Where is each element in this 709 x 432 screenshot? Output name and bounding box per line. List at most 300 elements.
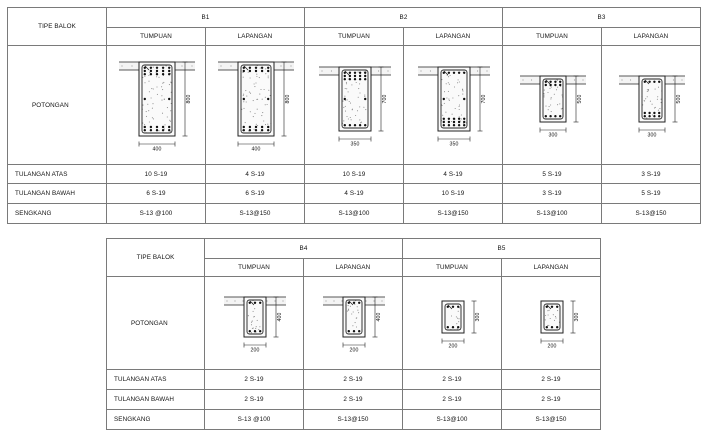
concrete-speckle xyxy=(644,100,645,101)
concrete-speckle xyxy=(253,311,254,312)
concrete-speckle xyxy=(658,87,659,88)
concrete-speckle xyxy=(254,316,255,317)
rebar-dot xyxy=(255,126,257,128)
concrete-speckle xyxy=(253,116,254,117)
beam-section-drawing xyxy=(206,46,305,164)
section-cell-b3-tumpuan xyxy=(503,46,602,165)
side-rebar-dot xyxy=(168,98,170,100)
concrete-speckle xyxy=(551,111,552,112)
rebar-dot xyxy=(267,126,269,128)
concrete-speckle xyxy=(263,120,264,121)
rebar-dot xyxy=(549,81,551,83)
side-rebar-dot xyxy=(243,98,245,100)
concrete-speckle xyxy=(152,117,153,118)
slab-hatch-dot xyxy=(421,71,422,72)
height-dimension-label: 800 xyxy=(285,94,291,104)
concrete-speckle xyxy=(645,98,646,99)
slab-hatch-dot xyxy=(326,301,327,302)
concrete-speckle xyxy=(348,91,349,92)
width-dimension-label: 200 xyxy=(349,347,359,354)
slab-hatch-dot xyxy=(531,80,532,81)
concrete-speckle xyxy=(647,96,648,97)
width-dimension-label: 350 xyxy=(449,141,459,148)
concrete-speckle xyxy=(458,95,459,96)
concrete-speckle xyxy=(548,109,549,110)
concrete-speckle xyxy=(252,321,253,322)
rebar-dot xyxy=(243,126,245,128)
concrete-speckle xyxy=(652,114,653,115)
rebar-dot xyxy=(144,70,146,72)
concrete-speckle xyxy=(659,108,660,109)
rebar-dot xyxy=(658,81,660,83)
concrete-speckle xyxy=(355,115,356,116)
concrete-speckle xyxy=(243,95,244,96)
col-header-b1-lapangan: LAPANGAN xyxy=(206,28,305,46)
rebar-dot xyxy=(545,115,547,117)
concrete-speckle xyxy=(255,328,256,329)
concrete-speckle xyxy=(158,130,159,131)
concrete-speckle xyxy=(458,321,459,322)
cell-b2-tumpuan-bawah: 4 S-19 xyxy=(305,184,404,204)
concrete-speckle xyxy=(345,111,346,112)
concrete-speckle xyxy=(451,121,452,122)
concrete-speckle xyxy=(652,104,653,105)
rebar-dot xyxy=(156,129,158,131)
concrete-speckle xyxy=(458,318,459,319)
concrete-speckle xyxy=(459,109,460,110)
concrete-speckle xyxy=(267,124,268,125)
concrete-speckle xyxy=(346,82,347,83)
concrete-speckle xyxy=(148,75,149,76)
slab-hatch-dot xyxy=(487,71,488,72)
rebar-dot xyxy=(546,306,548,308)
slab-hatch-dot xyxy=(235,301,236,302)
concrete-speckle xyxy=(254,308,255,309)
concrete-speckle xyxy=(547,92,548,93)
rebar-dot xyxy=(448,121,450,123)
concrete-speckle xyxy=(351,84,352,85)
rebar-dot xyxy=(452,306,454,308)
beam-section-drawing xyxy=(403,277,502,369)
rebar-dot xyxy=(559,115,561,117)
slab-hatch-dot xyxy=(382,301,383,302)
cell-b4-lapangan-bawah: 2 S-19 xyxy=(304,390,403,410)
slab-hatch-dot xyxy=(430,71,431,72)
concrete-speckle xyxy=(146,116,147,117)
concrete-speckle xyxy=(146,111,147,112)
rebar-dot xyxy=(249,302,251,304)
rebar-dot xyxy=(150,70,152,72)
concrete-speckle xyxy=(260,89,261,90)
concrete-speckle xyxy=(149,121,150,122)
concrete-speckle xyxy=(459,116,460,117)
concrete-speckle xyxy=(557,310,558,311)
slab-hatch-dot xyxy=(322,71,323,72)
concrete-speckle xyxy=(257,109,258,110)
concrete-speckle xyxy=(445,112,446,113)
rebar-dot xyxy=(644,115,646,117)
concrete-speckle xyxy=(358,312,359,313)
concrete-speckle xyxy=(345,88,346,89)
cell-b4-tumpuan-sengkang: S-13 @100 xyxy=(205,410,304,430)
beam-section-drawing xyxy=(602,46,701,164)
concrete-speckle xyxy=(350,306,351,307)
concrete-speckle xyxy=(152,103,153,104)
height-dimension-label: 300 xyxy=(574,312,580,322)
concrete-speckle xyxy=(166,65,167,66)
rebar-dot xyxy=(144,67,146,69)
rebar-dot xyxy=(457,306,459,308)
slab-hatch-dot xyxy=(267,301,268,302)
cell-b1-tumpuan-bawah: 6 S-19 xyxy=(107,184,206,204)
concrete-speckle xyxy=(348,309,349,310)
concrete-speckle xyxy=(144,124,145,125)
concrete-speckle xyxy=(344,96,345,97)
rebar-dot xyxy=(556,326,558,328)
concrete-speckle xyxy=(462,90,463,91)
rebar-dot xyxy=(349,72,351,74)
concrete-speckle xyxy=(357,310,358,311)
concrete-speckle xyxy=(544,95,545,96)
concrete-speckle xyxy=(148,110,149,111)
height-dimension-label: 400 xyxy=(277,312,283,322)
concrete-speckle xyxy=(551,97,552,98)
slab-hatch-dot xyxy=(221,66,222,67)
rebar-dot xyxy=(255,129,257,131)
slab-hatch-dot xyxy=(374,301,375,302)
concrete-speckle xyxy=(167,107,168,108)
rebar-dot xyxy=(162,70,164,72)
rebar-dot xyxy=(443,124,445,126)
rebar-dot xyxy=(453,118,455,120)
concrete-speckle xyxy=(153,88,154,89)
concrete-speckle xyxy=(265,104,266,105)
col-header-b4-tumpuan: TUMPUAN xyxy=(205,259,304,277)
concrete-speckle xyxy=(359,92,360,93)
rebar-dot xyxy=(156,67,158,69)
concrete-speckle xyxy=(549,88,550,89)
concrete-speckle xyxy=(268,76,269,77)
concrete-speckle xyxy=(364,95,365,96)
rebar-dot xyxy=(354,72,356,74)
rebar-dot xyxy=(452,326,454,328)
rebar-dot xyxy=(364,124,366,126)
beam-section-drawing xyxy=(305,46,404,164)
width-dimension-label: 200 xyxy=(448,343,458,350)
rebar-dot xyxy=(559,84,561,86)
concrete-speckle xyxy=(555,316,556,317)
rebar-dot xyxy=(261,67,263,69)
height-dimension-label: 500 xyxy=(676,94,682,104)
concrete-speckle xyxy=(149,72,150,73)
concrete-speckle xyxy=(260,68,261,69)
height-dimension-label: 700 xyxy=(382,94,388,104)
concrete-speckle xyxy=(357,306,358,307)
concrete-speckle xyxy=(161,95,162,96)
concrete-speckle xyxy=(356,317,357,318)
rebar-dot xyxy=(644,81,646,83)
row-label-potongan: POTONGAN xyxy=(8,46,107,165)
rebar-dot xyxy=(344,124,346,126)
concrete-speckle xyxy=(458,311,459,312)
concrete-speckle xyxy=(350,103,351,104)
rebar-dot xyxy=(549,115,551,117)
row-label-tulangan-atas: TULANGAN ATAS xyxy=(8,165,107,184)
concrete-speckle xyxy=(348,78,349,79)
concrete-speckle xyxy=(265,73,266,74)
slab-hatch-dot xyxy=(243,301,244,302)
concrete-speckle xyxy=(459,81,460,82)
rebar-dot xyxy=(162,126,164,128)
concrete-speckle xyxy=(661,99,662,100)
width-dimension-label: 400 xyxy=(152,146,162,153)
beam-section-drawing xyxy=(107,46,206,164)
concrete-speckle xyxy=(650,101,651,102)
concrete-speckle xyxy=(561,108,562,109)
concrete-speckle xyxy=(356,82,357,83)
rebar-dot xyxy=(458,72,460,74)
rebar-dot xyxy=(559,81,561,83)
rebar-dot xyxy=(443,121,445,123)
rebar-dot xyxy=(162,129,164,131)
cell-b1-lapangan-bawah: 6 S-19 xyxy=(206,184,305,204)
rebar-dot xyxy=(359,75,361,77)
concrete-speckle xyxy=(648,89,649,90)
concrete-speckle xyxy=(661,102,662,103)
concrete-speckle xyxy=(255,82,256,83)
rebar-dot xyxy=(458,118,460,120)
slab-hatch-dot xyxy=(231,66,232,67)
beam-section-drawing xyxy=(502,277,601,369)
slab-hatch-dot xyxy=(331,71,332,72)
concrete-speckle xyxy=(459,106,460,107)
cell-b2-lapangan-bawah: 10 S-19 xyxy=(404,184,503,204)
concrete-speckle xyxy=(162,83,163,84)
cell-b5-tumpuan-atas: 2 S-19 xyxy=(403,370,502,390)
concrete-speckle xyxy=(246,101,247,102)
rebar-dot xyxy=(549,84,551,86)
concrete-speckle xyxy=(262,112,263,113)
concrete-speckle xyxy=(151,97,152,98)
concrete-speckle xyxy=(267,104,268,105)
concrete-speckle xyxy=(364,96,365,97)
concrete-speckle xyxy=(556,89,557,90)
rebar-dot xyxy=(259,302,261,304)
concrete-speckle xyxy=(245,90,246,91)
concrete-speckle xyxy=(545,106,546,107)
slab-hatch-dot xyxy=(388,71,389,72)
concrete-speckle xyxy=(251,332,252,333)
rebar-dot xyxy=(255,70,257,72)
concrete-speckle xyxy=(161,86,162,87)
cell-b2-tumpuan-atas: 10 S-19 xyxy=(305,165,404,184)
concrete-speckle xyxy=(259,326,260,327)
concrete-speckle xyxy=(151,88,152,89)
concrete-speckle xyxy=(363,107,364,108)
concrete-speckle xyxy=(142,105,143,106)
concrete-speckle xyxy=(554,320,555,321)
rebar-dot xyxy=(150,67,152,69)
width-dimension-label: 200 xyxy=(547,343,557,350)
header-tipe-balok: TIPE BALOK xyxy=(8,8,107,46)
rebar-dot xyxy=(359,124,361,126)
rebar-dot xyxy=(243,129,245,131)
side-rebar-dot xyxy=(344,98,346,100)
rebar-dot xyxy=(354,124,356,126)
rebar-dot xyxy=(249,129,251,131)
concrete-speckle xyxy=(348,118,349,119)
col-header-b1-tumpuan: TUMPUAN xyxy=(107,28,206,46)
rebar-dot xyxy=(344,75,346,77)
rebar-dot xyxy=(653,81,655,83)
rebar-dot xyxy=(168,126,170,128)
rebar-dot xyxy=(150,73,152,75)
rebar-dot xyxy=(249,330,251,332)
slab-hatch-dot xyxy=(630,80,631,81)
row-label-sengkang: SENGKANG xyxy=(8,204,107,224)
rebar-dot xyxy=(448,118,450,120)
rebar-dot xyxy=(653,115,655,117)
concrete-speckle xyxy=(648,90,649,91)
rebar-dot xyxy=(267,67,269,69)
rebar-dot xyxy=(457,326,459,328)
concrete-speckle xyxy=(446,83,447,84)
concrete-speckle xyxy=(347,99,348,100)
rebar-dot xyxy=(359,78,361,80)
concrete-speckle xyxy=(256,326,257,327)
concrete-speckle xyxy=(455,108,456,109)
concrete-speckle xyxy=(256,74,257,75)
concrete-speckle xyxy=(352,325,353,326)
rebar-dot xyxy=(443,118,445,120)
group-header-b4: B4 xyxy=(205,239,403,259)
concrete-speckle xyxy=(346,116,347,117)
concrete-speckle xyxy=(264,89,265,90)
col-header-b3-tumpuan: TUMPUAN xyxy=(503,28,602,46)
slab-hatch-dot xyxy=(275,301,276,302)
concrete-speckle xyxy=(548,325,549,326)
beam-outline xyxy=(540,76,566,122)
cell-b1-lapangan-atas: 4 S-19 xyxy=(206,165,305,184)
rebar-dot xyxy=(658,112,660,114)
rebar-dot xyxy=(648,81,650,83)
concrete-speckle xyxy=(557,87,558,88)
concrete-speckle xyxy=(456,323,457,324)
cell-b4-tumpuan-bawah: 2 S-19 xyxy=(205,390,304,410)
rebar-dot xyxy=(453,72,455,74)
rebar-dot xyxy=(458,121,460,123)
cell-b2-lapangan-sengkang: S-13@150 xyxy=(404,204,503,224)
rebar-dot xyxy=(648,112,650,114)
concrete-speckle xyxy=(446,97,447,98)
group-header-b5: B5 xyxy=(403,239,601,259)
rebar-dot xyxy=(556,306,558,308)
slab-hatch-dot xyxy=(182,66,183,67)
concrete-speckle xyxy=(459,104,460,105)
concrete-speckle xyxy=(457,318,458,319)
rebar-dot xyxy=(463,72,465,74)
concrete-speckle xyxy=(169,84,170,85)
concrete-speckle xyxy=(268,77,269,78)
concrete-speckle xyxy=(342,101,343,102)
concrete-speckle xyxy=(258,329,259,330)
side-rebar-dot xyxy=(267,98,269,100)
side-rebar-dot xyxy=(463,98,465,100)
rebar-dot xyxy=(648,115,650,117)
concrete-speckle xyxy=(348,305,349,306)
rebar-dot xyxy=(144,129,146,131)
rebar-dot xyxy=(162,67,164,69)
rebar-dot xyxy=(443,72,445,74)
height-dimension-label: 400 xyxy=(376,312,382,322)
concrete-speckle xyxy=(654,107,655,108)
concrete-speckle xyxy=(549,310,550,311)
rebar-dot xyxy=(168,73,170,75)
slab-hatch-dot xyxy=(523,80,524,81)
rebar-dot xyxy=(144,126,146,128)
concrete-speckle xyxy=(544,96,545,97)
concrete-speckle xyxy=(256,76,257,77)
concrete-speckle xyxy=(153,118,154,119)
concrete-speckle xyxy=(256,124,257,125)
rebar-dot xyxy=(658,115,660,117)
rebar-dot xyxy=(354,75,356,77)
rebar-dot xyxy=(254,330,256,332)
slab-hatch-dot xyxy=(281,66,282,67)
concrete-speckle xyxy=(544,90,545,91)
rebar-dot xyxy=(448,72,450,74)
concrete-speckle xyxy=(547,325,548,326)
width-dimension-label: 200 xyxy=(250,347,260,354)
concrete-speckle xyxy=(657,99,658,100)
rebar-dot xyxy=(448,124,450,126)
slab-hatch-dot xyxy=(122,66,123,67)
col-header-b2-lapangan: LAPANGAN xyxy=(404,28,503,46)
slab-hatch-dot xyxy=(477,71,478,72)
concrete-speckle xyxy=(349,101,350,102)
concrete-speckle xyxy=(163,82,164,83)
rebar-dot xyxy=(353,302,355,304)
cell-b5-lapangan-sengkang: S-13@150 xyxy=(502,410,601,430)
col-header-b4-lapangan: LAPANGAN xyxy=(304,259,403,277)
cell-b3-lapangan-atas: 3 S-19 xyxy=(602,165,701,184)
slab-hatch-dot xyxy=(291,66,292,67)
row-label-tulangan-bawah: TULANGAN BAWAH xyxy=(8,184,107,204)
concrete-speckle xyxy=(647,91,648,92)
concrete-speckle xyxy=(549,106,550,107)
rebar-dot xyxy=(254,302,256,304)
cell-b4-lapangan-sengkang: S-13@150 xyxy=(304,410,403,430)
concrete-speckle xyxy=(365,109,366,110)
concrete-speckle xyxy=(450,75,451,76)
concrete-speckle xyxy=(147,104,148,105)
concrete-speckle xyxy=(554,94,555,95)
row-label-tulangan-atas: TULANGAN ATAS xyxy=(107,370,205,390)
rebar-dot xyxy=(358,302,360,304)
concrete-speckle xyxy=(347,311,348,312)
group-header-b3: B3 xyxy=(503,8,701,28)
concrete-speckle xyxy=(251,322,252,323)
concrete-speckle xyxy=(557,80,558,81)
rebar-dot xyxy=(349,78,351,80)
concrete-speckle xyxy=(261,115,262,116)
concrete-speckle xyxy=(550,98,551,99)
rebar-dot xyxy=(259,330,261,332)
rebar-dot xyxy=(359,72,361,74)
slab-hatch-dot xyxy=(583,80,584,81)
concrete-speckle xyxy=(555,317,556,318)
rebar-dot xyxy=(463,118,465,120)
